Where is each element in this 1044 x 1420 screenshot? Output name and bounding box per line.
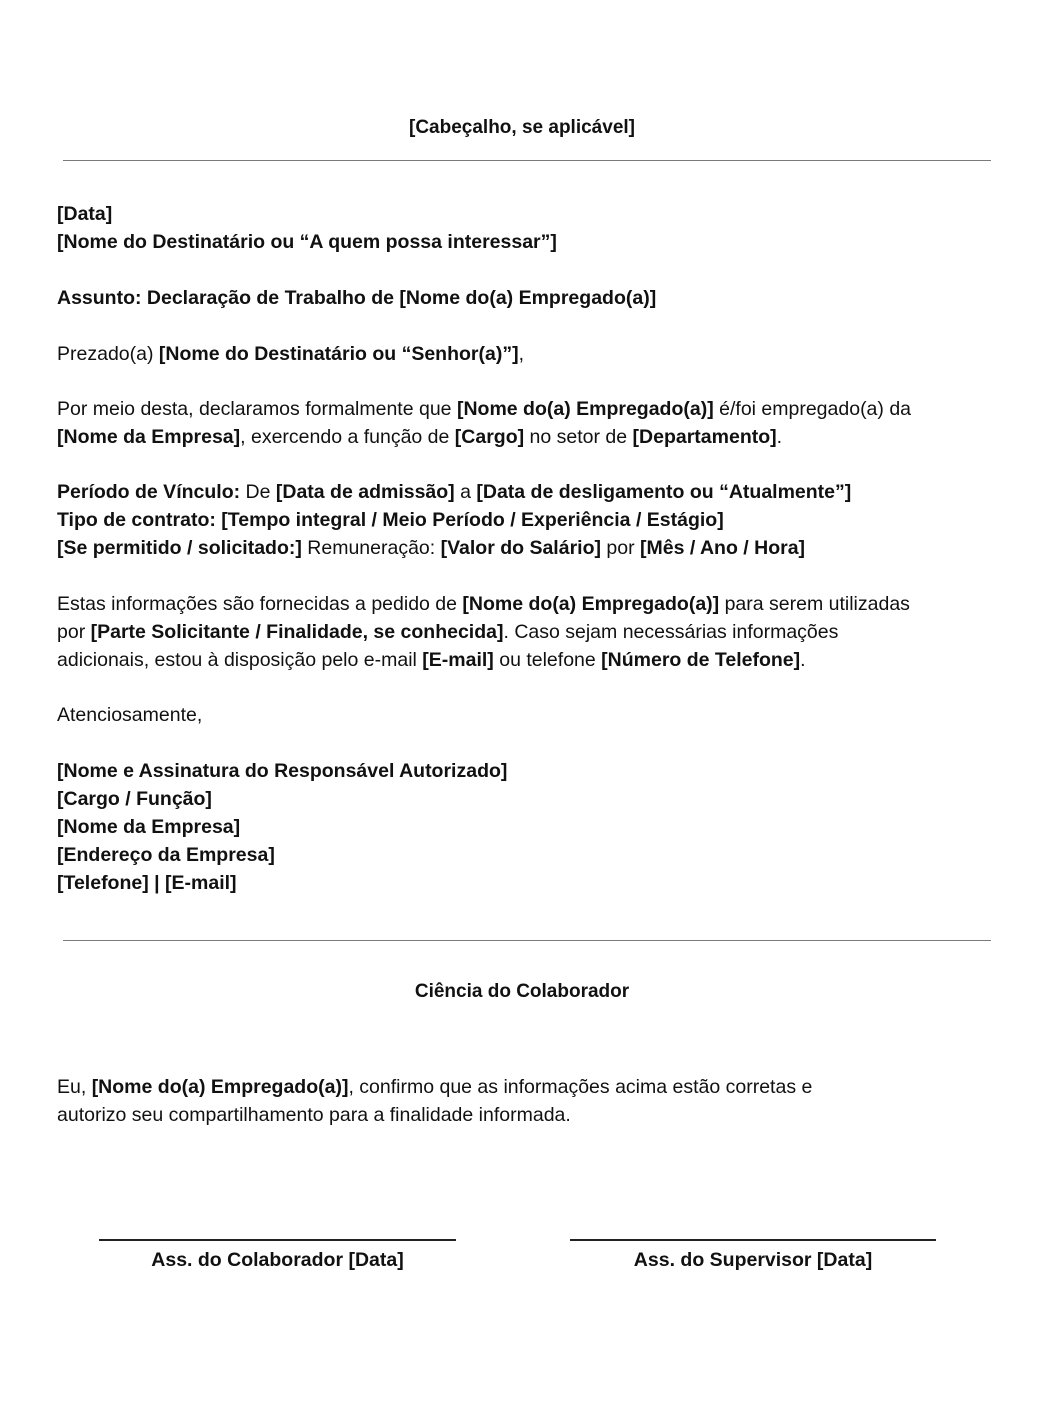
subject-text: Assunto: Declaração de Trabalho de [Nome do(a) Empregado(a)] <box>57 287 657 309</box>
supervisor-signature-line[interactable] <box>570 1239 936 1241</box>
header-title: [Cabeçalho, se aplicável] <box>409 117 635 138</box>
signatory-name: [Nome e Assinatura do Responsável Autorizado] <box>57 760 508 782</box>
contract-line <box>57 506 992 534</box>
text-run: adicionais, estou à disposição pelo e-mail <box>57 649 423 671</box>
text-run: . Caso sejam necessárias informações <box>503 621 839 643</box>
purpose-paragraph <box>57 590 992 674</box>
text-run: por <box>57 621 91 643</box>
company-name: [Nome da Empresa] <box>57 816 241 838</box>
employee-signature <box>99 1225 456 1272</box>
acknowledgment-title: Ciência do Colaborador <box>414 981 630 1002</box>
employee-signature-label: Ass. do Colaborador [Data] <box>151 1249 404 1271</box>
salary-unit-placeholder: [Mês / Ano / Hora] <box>640 537 806 559</box>
text-run: ou telefone <box>493 649 602 671</box>
text-run: por <box>600 537 641 559</box>
declaration-paragraph <box>57 395 992 451</box>
letter-heading <box>57 200 992 256</box>
role-placeholder: [Cargo] <box>454 426 525 448</box>
period-line <box>57 478 992 506</box>
salary-line <box>57 534 992 562</box>
signature-block <box>57 757 992 897</box>
start-date-placeholder: [Data de admissão] <box>275 481 455 503</box>
closing-text: Atenciosamente, <box>57 704 203 726</box>
supervisor-signature-label: Ass. do Supervisor [Data] <box>633 1249 873 1271</box>
section-divider <box>63 940 991 941</box>
closing <box>57 701 992 729</box>
phone-placeholder: [Número de Telefone] <box>601 649 801 671</box>
text-run: Eu, <box>57 1076 92 1098</box>
company-contact: [Telefone] | [E-mail] <box>57 872 237 894</box>
company-name-placeholder: [Nome da Empresa] <box>57 426 241 448</box>
text-run: , confirmo que as informações acima estão corretas e <box>348 1076 813 1098</box>
text-run: De <box>240 481 276 503</box>
employee-name-placeholder: [Nome do(a) Empregado(a)] <box>456 398 714 420</box>
contract-type: Tipo de contrato: [Tempo integral / Meio Período / Experiência / Estágio] <box>57 509 724 531</box>
company-address: [Endereço da Empresa] <box>57 844 275 866</box>
text-run: Por meio desta, declaramos formalmente que <box>57 398 457 420</box>
salutation <box>57 340 992 368</box>
employee-name-placeholder: [Nome do(a) Empregado(a)] <box>462 593 720 615</box>
text-run: no setor de <box>524 426 633 448</box>
employee-name-placeholder: [Nome do(a) Empregado(a)] <box>91 1076 349 1098</box>
text-run: Estas informações são fornecidas a pedido de <box>57 593 463 615</box>
text-run: é/foi empregado(a) da <box>713 398 912 420</box>
employment-details <box>57 478 992 562</box>
text-run: , exercendo a função de <box>240 426 455 448</box>
salary-condition: [Se permitido / solicitado:] <box>57 537 302 559</box>
letter-date: [Data] <box>57 203 113 225</box>
salutation-suffix: , <box>518 343 524 365</box>
salary-value-placeholder: [Valor do Salário] <box>440 537 601 559</box>
text-run: a <box>454 481 477 503</box>
salary-label: Remuneração: <box>301 537 441 559</box>
email-placeholder: [E-mail] <box>422 649 494 671</box>
text-run: para serem utilizadas <box>719 593 910 615</box>
acknowledgment-paragraph <box>57 1073 992 1129</box>
signatory-role: [Cargo / Função] <box>57 788 212 810</box>
requester-placeholder: [Parte Solicitante / Finalidade, se conhecida] <box>90 621 504 643</box>
header-divider <box>63 160 991 161</box>
end-date-placeholder: [Data de desligamento ou “Atualmente”] <box>476 481 852 503</box>
department-placeholder: [Departamento] <box>632 426 777 448</box>
employee-signature-line[interactable] <box>99 1239 456 1241</box>
letter-subject <box>57 284 992 312</box>
period-label: Período de Vínculo: <box>57 481 241 503</box>
letter-recipient: [Nome do Destinatário ou “A quem possa interessar”] <box>57 231 557 253</box>
salutation-name: [Nome do Destinatário ou “Senhor(a)”] <box>158 343 519 365</box>
salutation-prefix: Prezado(a) <box>57 343 159 365</box>
text-run: . <box>776 426 783 448</box>
text-run: autorizo seu compartilhamento para a finalidade informada. <box>57 1104 571 1126</box>
text-run: . <box>800 649 806 671</box>
supervisor-signature <box>570 1225 936 1272</box>
